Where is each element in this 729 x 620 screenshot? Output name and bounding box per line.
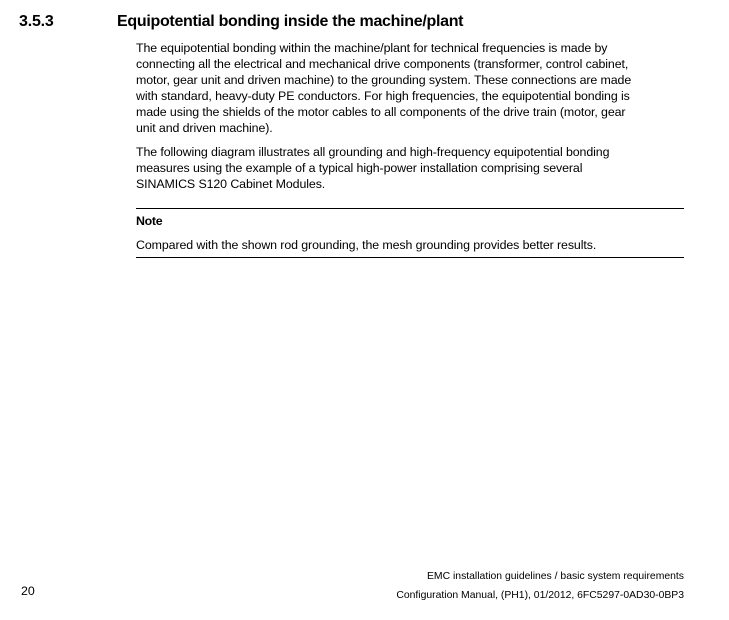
paragraph-line: measures using the example of a typical high-power installation comprising several [136, 161, 583, 175]
note-title: Note [136, 214, 163, 228]
paragraph-line: connecting all the electrical and mechanical drive components (transformer, control cabinet, [136, 57, 629, 71]
note-text: Compared with the shown rod grounding, the mesh grounding provides better results. [136, 238, 597, 252]
footer [396, 567, 684, 605]
paragraph-line: The equipotential bonding within the machine/plant for technical frequencies is made by [136, 41, 608, 55]
paragraph-line: SINAMICS S120 Cabinet Modules. [136, 177, 326, 191]
paragraph-line: motor, gear unit and driven machine) to the grounding system. These connections are made [136, 73, 632, 87]
paragraph-line: with standard, heavy-duty PE conductors. For high frequencies, the equipotential bonding is [136, 89, 630, 103]
section-number: 3.5.3 [19, 13, 54, 30]
paragraph-line: The following diagram illustrates all grounding and high-frequency equipotential bonding [136, 145, 610, 159]
footer-manual-info: Configuration Manual, (PH1), 01/2012, 6FC5297-0AD30-0BP3 [396, 590, 684, 601]
paragraph-1 [136, 40, 684, 136]
footer-document-title: EMC installation guidelines / basic system requirements [427, 571, 684, 582]
note-box [136, 208, 684, 258]
paragraph-line: made using the shields of the motor cables to all components of the drive train (motor, gear [136, 105, 626, 119]
section-title: Equipotential bonding inside the machine/plant [117, 13, 464, 30]
paragraph-line: unit and driven machine). [136, 121, 273, 135]
page-number: 20 [21, 584, 35, 598]
paragraph-2 [136, 144, 684, 192]
body-text [136, 40, 684, 192]
